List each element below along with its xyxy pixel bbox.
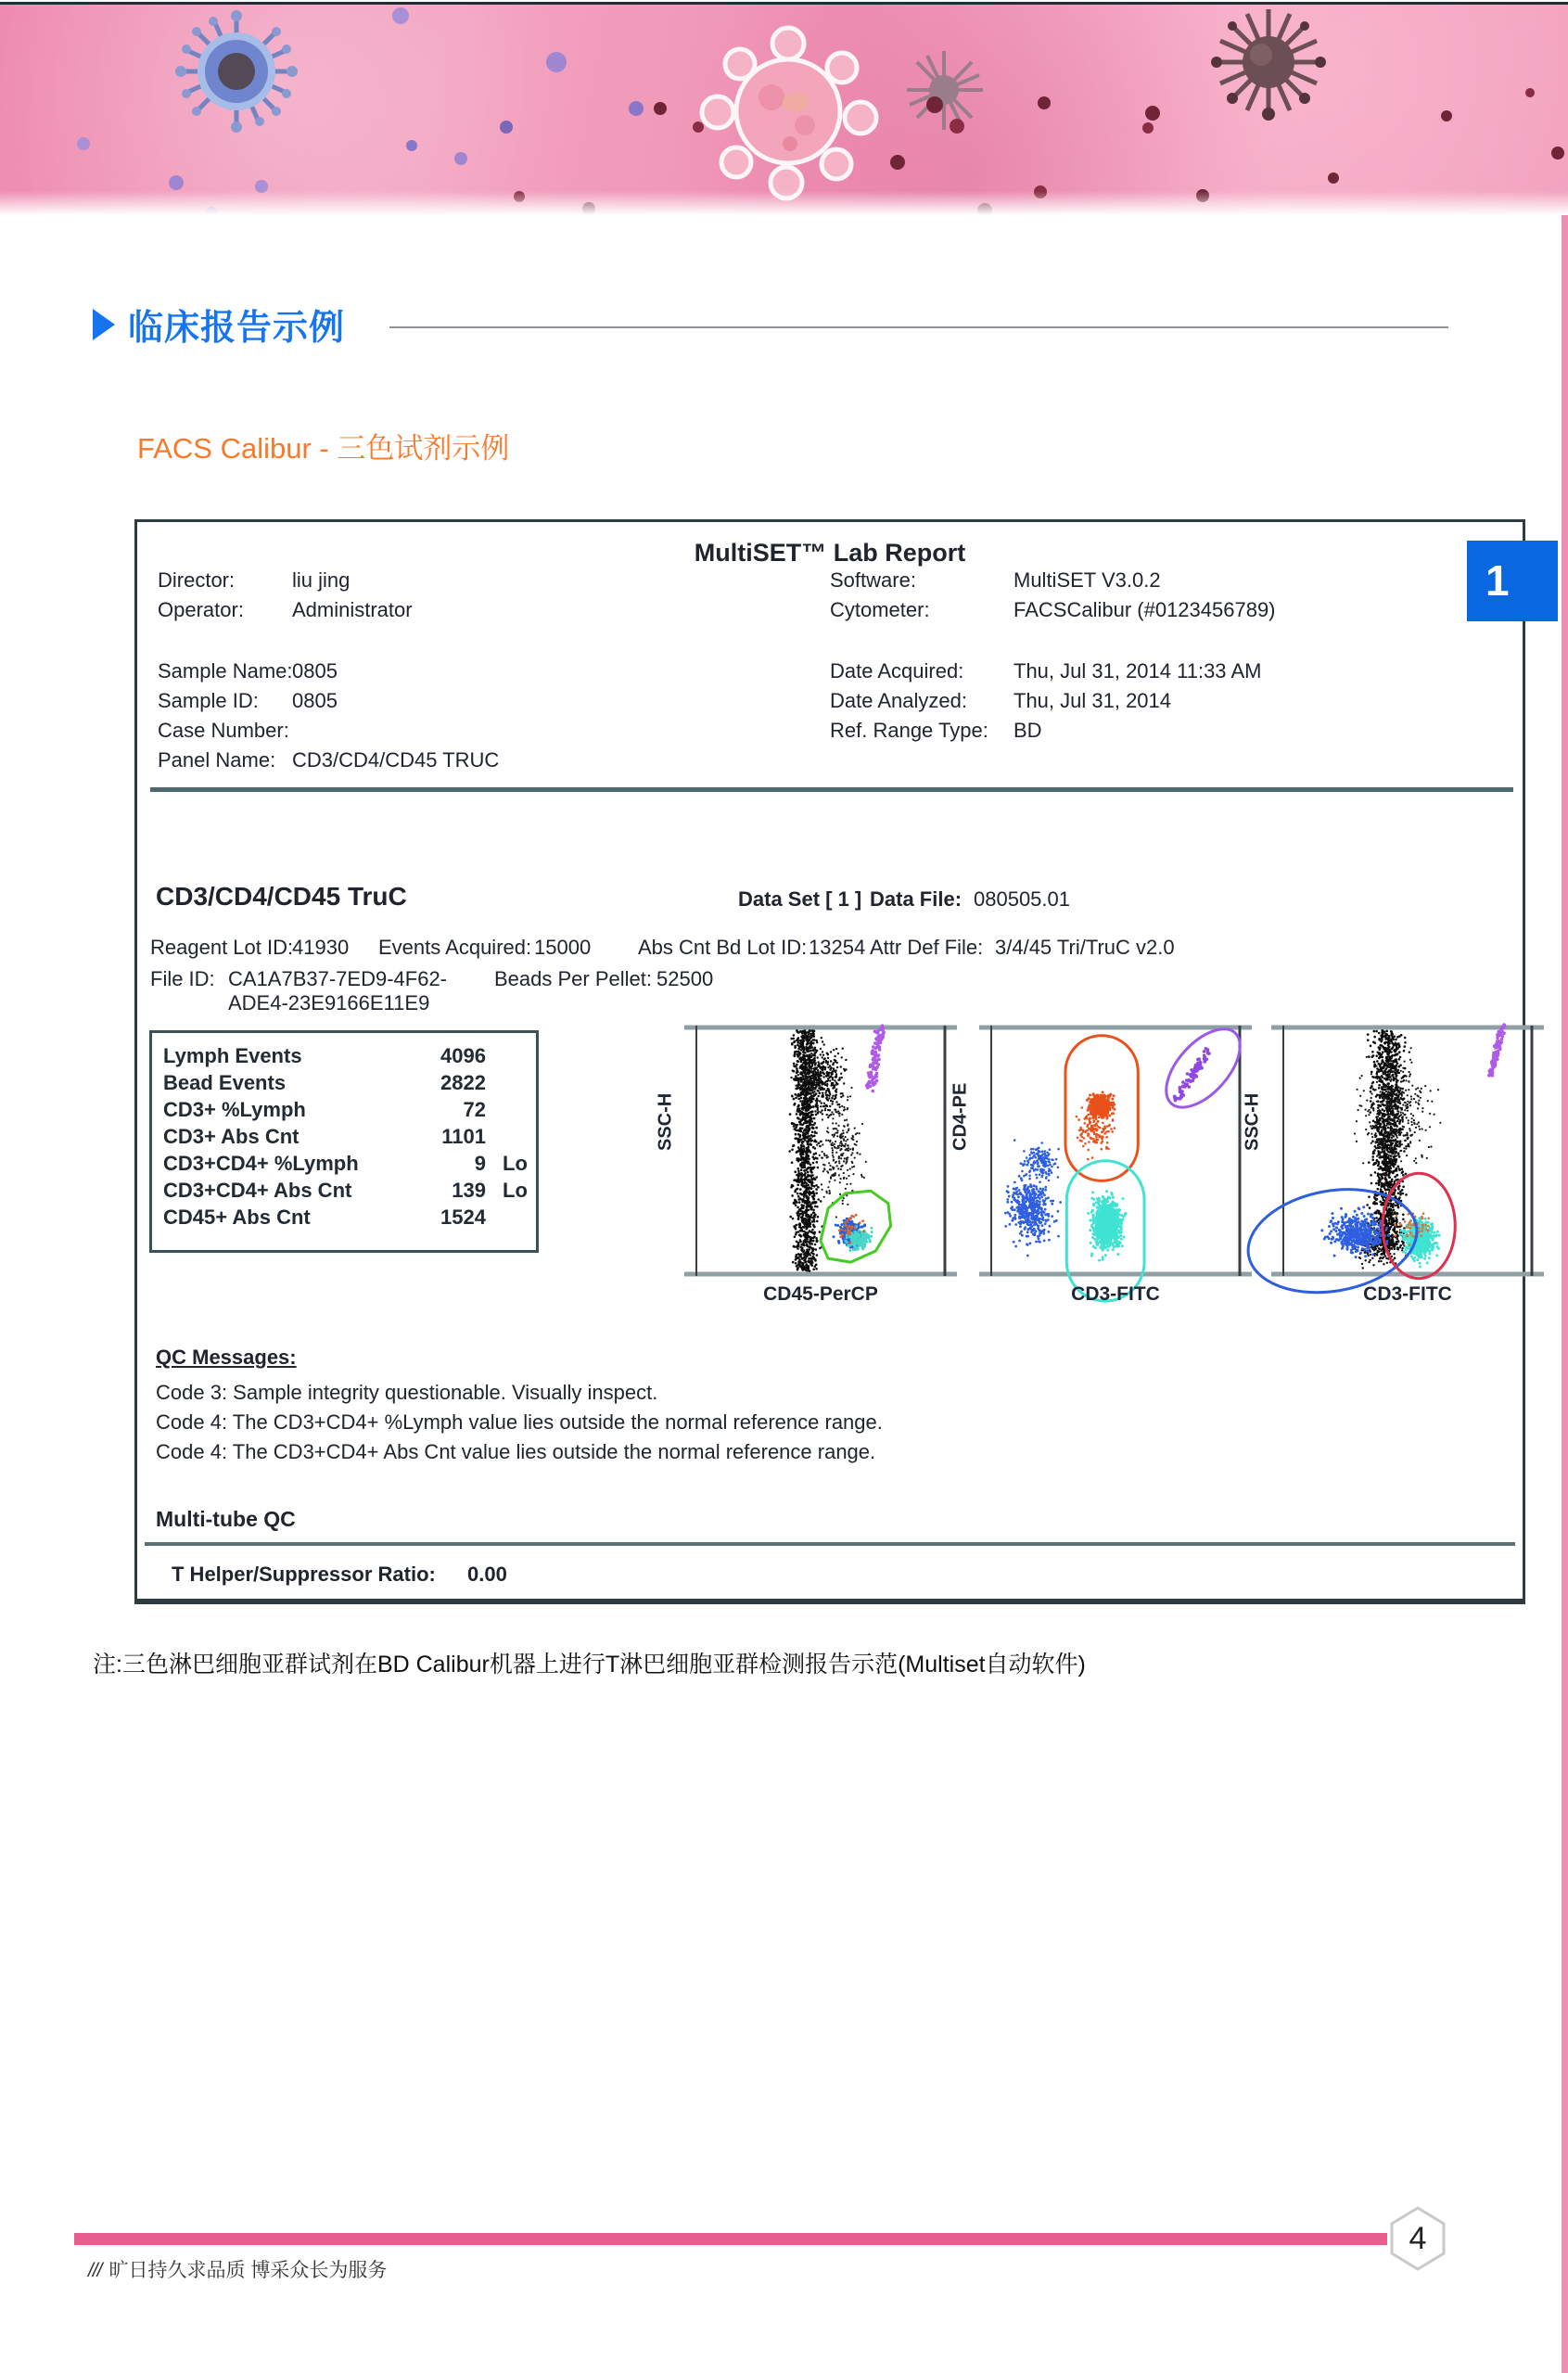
field-value: BD bbox=[1013, 719, 1042, 742]
table-row bbox=[152, 1206, 536, 1232]
banner-fade bbox=[0, 191, 1568, 215]
stat-label: CD3+ Abs Cnt bbox=[163, 1125, 300, 1148]
slogan-text: 旷日持久求品质 博采众长为服务 bbox=[108, 2260, 388, 2281]
ratio-label: T Helper/Suppressor Ratio: bbox=[172, 1563, 436, 1586]
dark-virus-icon bbox=[1211, 9, 1326, 121]
footnote: 注:三色淋巴细胞亚群试剂在BD Calibur机器上进行T淋巴细胞亚群检测报告示范(Multiset自动软件) bbox=[93, 1652, 1086, 1678]
page-number-badge bbox=[1387, 2205, 1448, 2277]
stat-value: 1101 bbox=[441, 1125, 486, 1148]
stat-value: 139 bbox=[452, 1179, 486, 1202]
stat-label: CD45+ Abs Cnt bbox=[163, 1206, 311, 1229]
table-row bbox=[152, 1125, 536, 1152]
dot-plot-ssc-cd3 bbox=[1242, 1022, 1538, 1328]
data-file-label: Data File: bbox=[870, 887, 962, 911]
gray-virus-icon bbox=[907, 51, 983, 130]
table-row bbox=[152, 1098, 536, 1125]
stat-label: CD3+ %Lymph bbox=[163, 1098, 306, 1121]
field-label: Sample ID: bbox=[158, 689, 259, 712]
field-value: Thu, Jul 31, 2014 bbox=[1013, 689, 1172, 712]
stat-value: 9 bbox=[474, 1152, 486, 1175]
field-label: Software: bbox=[830, 568, 916, 592]
stat-value: 2822 bbox=[440, 1071, 486, 1094]
dot-plot-cd45 bbox=[655, 1022, 951, 1328]
y-axis-label: SSC-H bbox=[655, 1092, 676, 1151]
field-value: Thu, Jul 31, 2014 11:33 AM bbox=[1013, 659, 1262, 683]
qc-message: Code 4: The CD3+CD4+ Abs Cnt value lies outside the normal reference range. bbox=[156, 1440, 876, 1463]
blue-virus-icon bbox=[175, 10, 298, 133]
footer-slogan bbox=[88, 2255, 387, 2283]
field-value: FACSCalibur (#0123456789) bbox=[1013, 598, 1276, 621]
scatter-plot bbox=[990, 1026, 1241, 1276]
x-axis-label: CD3-FITC bbox=[1363, 1283, 1452, 1305]
dot-plot-cd4-cd3 bbox=[950, 1022, 1246, 1328]
section-divider bbox=[150, 787, 1513, 792]
field-value: 0805 bbox=[292, 689, 338, 712]
triangle-bullet-icon bbox=[93, 309, 115, 340]
scatter-plot bbox=[1282, 1026, 1533, 1276]
panel-name: CD3/CD4/CD45 TruC bbox=[156, 882, 407, 911]
field-label: Operator: bbox=[158, 598, 244, 621]
field-value: CD3/CD4/CD45 TRUC bbox=[292, 748, 500, 772]
qc-message: Code 4: The CD3+CD4+ %Lymph value lies outside the normal reference range. bbox=[156, 1410, 883, 1434]
lab-report-box bbox=[134, 519, 1525, 1604]
param-label: Reagent Lot ID: bbox=[150, 936, 294, 959]
slash-marks: /// bbox=[88, 2260, 102, 2281]
x-axis-label: CD3-FITC bbox=[1071, 1283, 1160, 1305]
stats-table bbox=[149, 1030, 539, 1253]
multitube-rule bbox=[145, 1542, 1515, 1546]
qc-message: Code 3: Sample integrity questionable. Visually inspect. bbox=[156, 1381, 658, 1404]
param-value: 3/4/45 Tri/TruC v2.0 bbox=[995, 936, 1175, 959]
heading-rule bbox=[389, 326, 1448, 328]
banner-illustration bbox=[0, 5, 1568, 215]
param-label: Attr Def File: bbox=[870, 936, 984, 959]
data-file-value: 080505.01 bbox=[974, 887, 1070, 911]
param-value: 41930 bbox=[292, 936, 350, 959]
field-label: Cytometer: bbox=[830, 598, 930, 621]
param-value: 15000 bbox=[534, 936, 592, 959]
scatter-plot bbox=[695, 1026, 946, 1276]
beads-label: Beads Per Pellet: bbox=[494, 967, 652, 990]
stat-label: Bead Events bbox=[163, 1071, 287, 1094]
file-id-label: File ID: bbox=[150, 967, 215, 990]
table-row bbox=[152, 1071, 536, 1098]
virus-artwork-icon bbox=[0, 5, 1568, 215]
stat-label: CD3+CD4+ Abs Cnt bbox=[163, 1179, 352, 1202]
table-row bbox=[152, 1152, 536, 1179]
report-title: MultiSET™ Lab Report bbox=[694, 539, 966, 567]
multitube-heading: Multi-tube QC bbox=[156, 1507, 296, 1531]
field-value: liu jing bbox=[292, 568, 351, 592]
file-id-value: ADE4-23E9166E11E9 bbox=[228, 991, 430, 1014]
field-label: Director: bbox=[158, 568, 236, 592]
file-id-value: CA1A7B37-7ED9-4F62- bbox=[228, 967, 448, 990]
qc-heading: QC Messages: bbox=[156, 1346, 297, 1369]
y-axis-label: CD4-PE bbox=[950, 1082, 971, 1151]
section-heading bbox=[93, 299, 345, 350]
stat-flag: Lo bbox=[503, 1152, 528, 1175]
data-set-label: Data Set [ 1 ] bbox=[738, 887, 862, 911]
stat-value: 1524 bbox=[440, 1206, 486, 1229]
section-title: 临床报告示例 bbox=[128, 309, 346, 348]
field-value: 0805 bbox=[292, 659, 338, 683]
field-value: Administrator bbox=[292, 598, 413, 621]
field-label: Date Acquired: bbox=[830, 659, 964, 683]
param-value: 13254 bbox=[809, 936, 866, 959]
ratio-value: 0.00 bbox=[467, 1563, 507, 1586]
stat-value: 4096 bbox=[440, 1044, 486, 1067]
stat-label: Lymph Events bbox=[163, 1044, 302, 1067]
param-label: Events Acquired: bbox=[378, 936, 532, 959]
stat-value: 72 bbox=[463, 1098, 486, 1121]
dot-plots-row bbox=[655, 1022, 1536, 1328]
stat-flag: Lo bbox=[503, 1179, 528, 1202]
footer-bar bbox=[74, 2233, 1387, 2245]
y-axis-label: SSC-H bbox=[1242, 1092, 1263, 1151]
page-right-rule bbox=[1562, 215, 1568, 2373]
chapter-tab: 1 bbox=[1467, 541, 1558, 621]
field-value: MultiSET V3.0.2 bbox=[1013, 568, 1161, 592]
stat-label: CD3+CD4+ %Lymph bbox=[163, 1152, 359, 1175]
field-label: Date Analyzed: bbox=[830, 689, 967, 712]
x-axis-label: CD45-PerCP bbox=[763, 1283, 878, 1305]
report-subtitle: FACS Calibur - 三色试剂示例 bbox=[137, 432, 510, 465]
param-label: Abs Cnt Bd Lot ID: bbox=[638, 936, 808, 959]
beads-value: 52500 bbox=[657, 967, 714, 990]
field-label: Case Number: bbox=[158, 719, 289, 742]
table-row bbox=[152, 1044, 536, 1071]
field-label: Sample Name: bbox=[158, 659, 293, 683]
pink-virus-icon bbox=[702, 28, 876, 198]
field-label: Panel Name: bbox=[158, 748, 276, 772]
field-label: Ref. Range Type: bbox=[830, 719, 988, 742]
table-row bbox=[152, 1179, 536, 1206]
